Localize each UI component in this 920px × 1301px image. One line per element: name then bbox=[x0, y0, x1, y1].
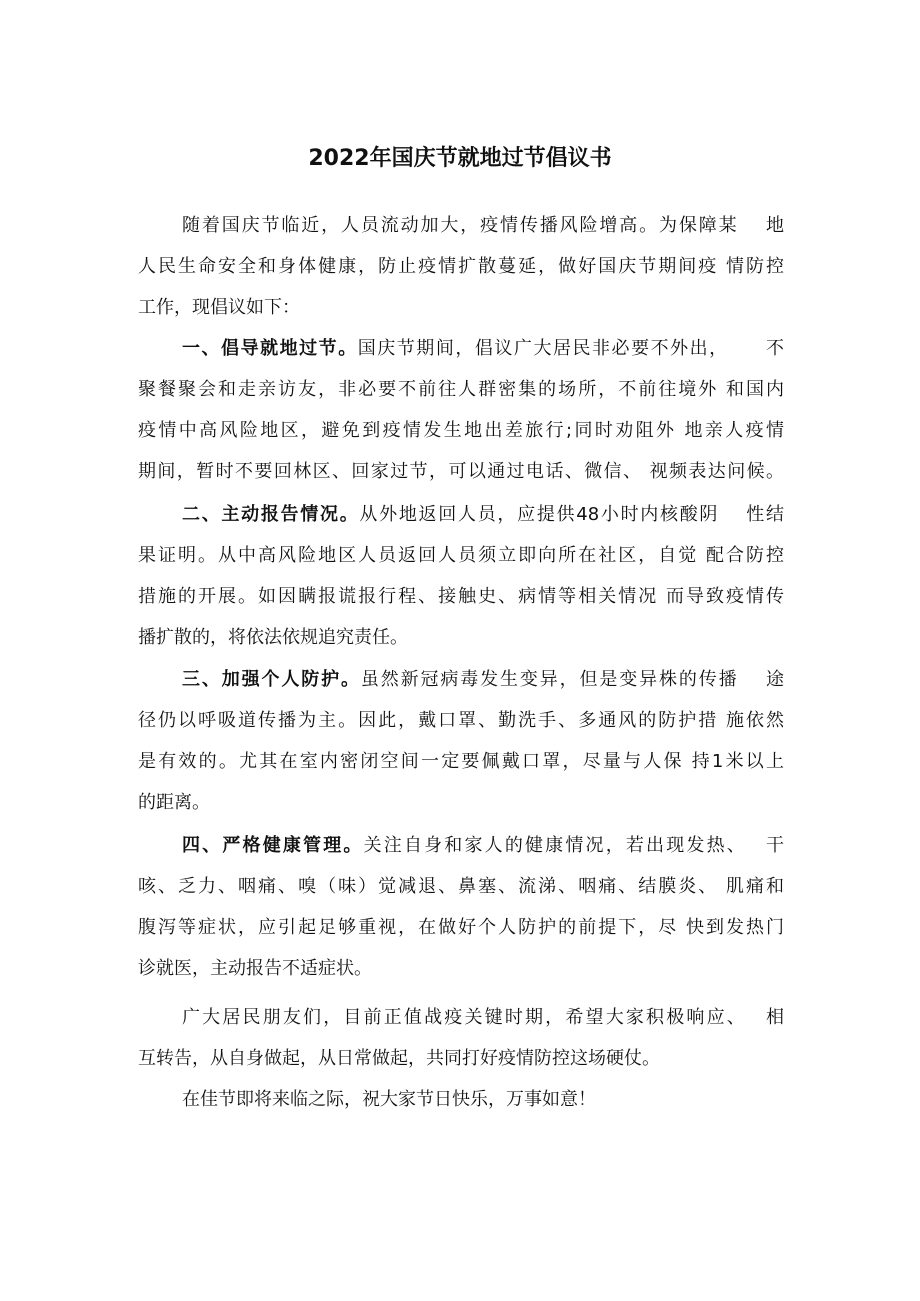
section2-line-2: 果证明。从中高风险地区人员返回人员须立即向所在社区，自觉 配合防控 bbox=[138, 545, 784, 566]
section2-heading: 二、主动报告情况。 bbox=[182, 504, 360, 525]
section4-line-3: 腹泻等症状，应引起足够重视，在做好个人防护的前提下，尽 快到发热门 bbox=[138, 917, 784, 938]
section4-line-1-text: 关注自身和家人的健康情况，若出现发热、 干 bbox=[363, 835, 784, 856]
section4-line-1 bbox=[182, 830, 784, 862]
section1-line-2: 聚餐聚会和走亲访友，非必要不前往人群密集的场所，不前往境外 和国内 bbox=[138, 379, 784, 400]
section2-line-1 bbox=[182, 499, 784, 531]
closing-line-1: 广大居民朋友们，目前正值战疫关键时期，希望大家积极响应、 相 bbox=[182, 1007, 784, 1028]
closing-line-3: 在佳节即将来临之际，祝大家节日快乐，万事如意！ bbox=[182, 1089, 596, 1110]
section4-heading: 四、严格健康管理。 bbox=[182, 835, 364, 856]
section3-line-1 bbox=[182, 664, 784, 696]
section4-line-2: 咳、乏力、咽痛、嗅（味）觉减退、鼻塞、流涕、咽痛、结膜炎、 肌痛和 bbox=[138, 876, 784, 897]
section1-line-1 bbox=[182, 333, 784, 365]
section3-line-3: 是有效的。尤其在室内密闭空间一定要佩戴口罩，尽量与人保 持1米以上 bbox=[138, 751, 784, 772]
section2-line-1-text: 从外地返回人员，应提供48小时内核酸阴 性结 bbox=[359, 504, 785, 525]
section2-line-3: 措施的开展。如因瞒报谎报行程、接触史、病情等相关情况 而导致疫情传 bbox=[138, 586, 784, 607]
section3-line-1-text: 虽然新冠病毒发生变异，但是变异株的传播 途 bbox=[360, 669, 784, 690]
section1-line-3: 疫情中高风险地区，避免到疫情发生地出差旅行;同时劝阻外 地亲人疫情 bbox=[138, 420, 784, 441]
section1-line-4: 期间，暂时不要回林区、回家过节，可以通过电话、微信、 视频表达问候。 bbox=[138, 461, 784, 482]
section1-line-1-text: 国庆节期间，倡议广大居民非必要不外出， 不 bbox=[357, 338, 784, 359]
section3-line-2: 径仍以呼吸道传播为主。因此，戴口罩、勤洗手、多通风的防护措 施依然 bbox=[138, 710, 784, 731]
document-title: 2022年国庆节就地过节倡议书 bbox=[308, 146, 612, 171]
intro-line-3: 工作，现倡议如下： bbox=[138, 297, 300, 318]
section1-heading: 一、倡导就地过节。 bbox=[182, 338, 358, 359]
section4-line-4: 诊就医，主动报告不适症状。 bbox=[138, 958, 372, 979]
closing-line-2: 互转告，从自身做起，从日常做起，共同打好疫情防控这场硬仗。 bbox=[138, 1048, 660, 1069]
section3-heading: 三、加强个人防护。 bbox=[182, 669, 361, 690]
intro-line-2: 人民生命安全和身体健康，防止疫情扩散蔓延，做好国庆节期间疫 情防控 bbox=[138, 256, 784, 277]
section3-line-4: 的距离。 bbox=[138, 792, 210, 813]
intro-line-1: 随着国庆节临近，人员流动加大，疫情传播风险增高。为保障某 地 bbox=[182, 215, 784, 236]
section2-line-4: 播扩散的，将依法依规追究责任。 bbox=[138, 627, 408, 648]
